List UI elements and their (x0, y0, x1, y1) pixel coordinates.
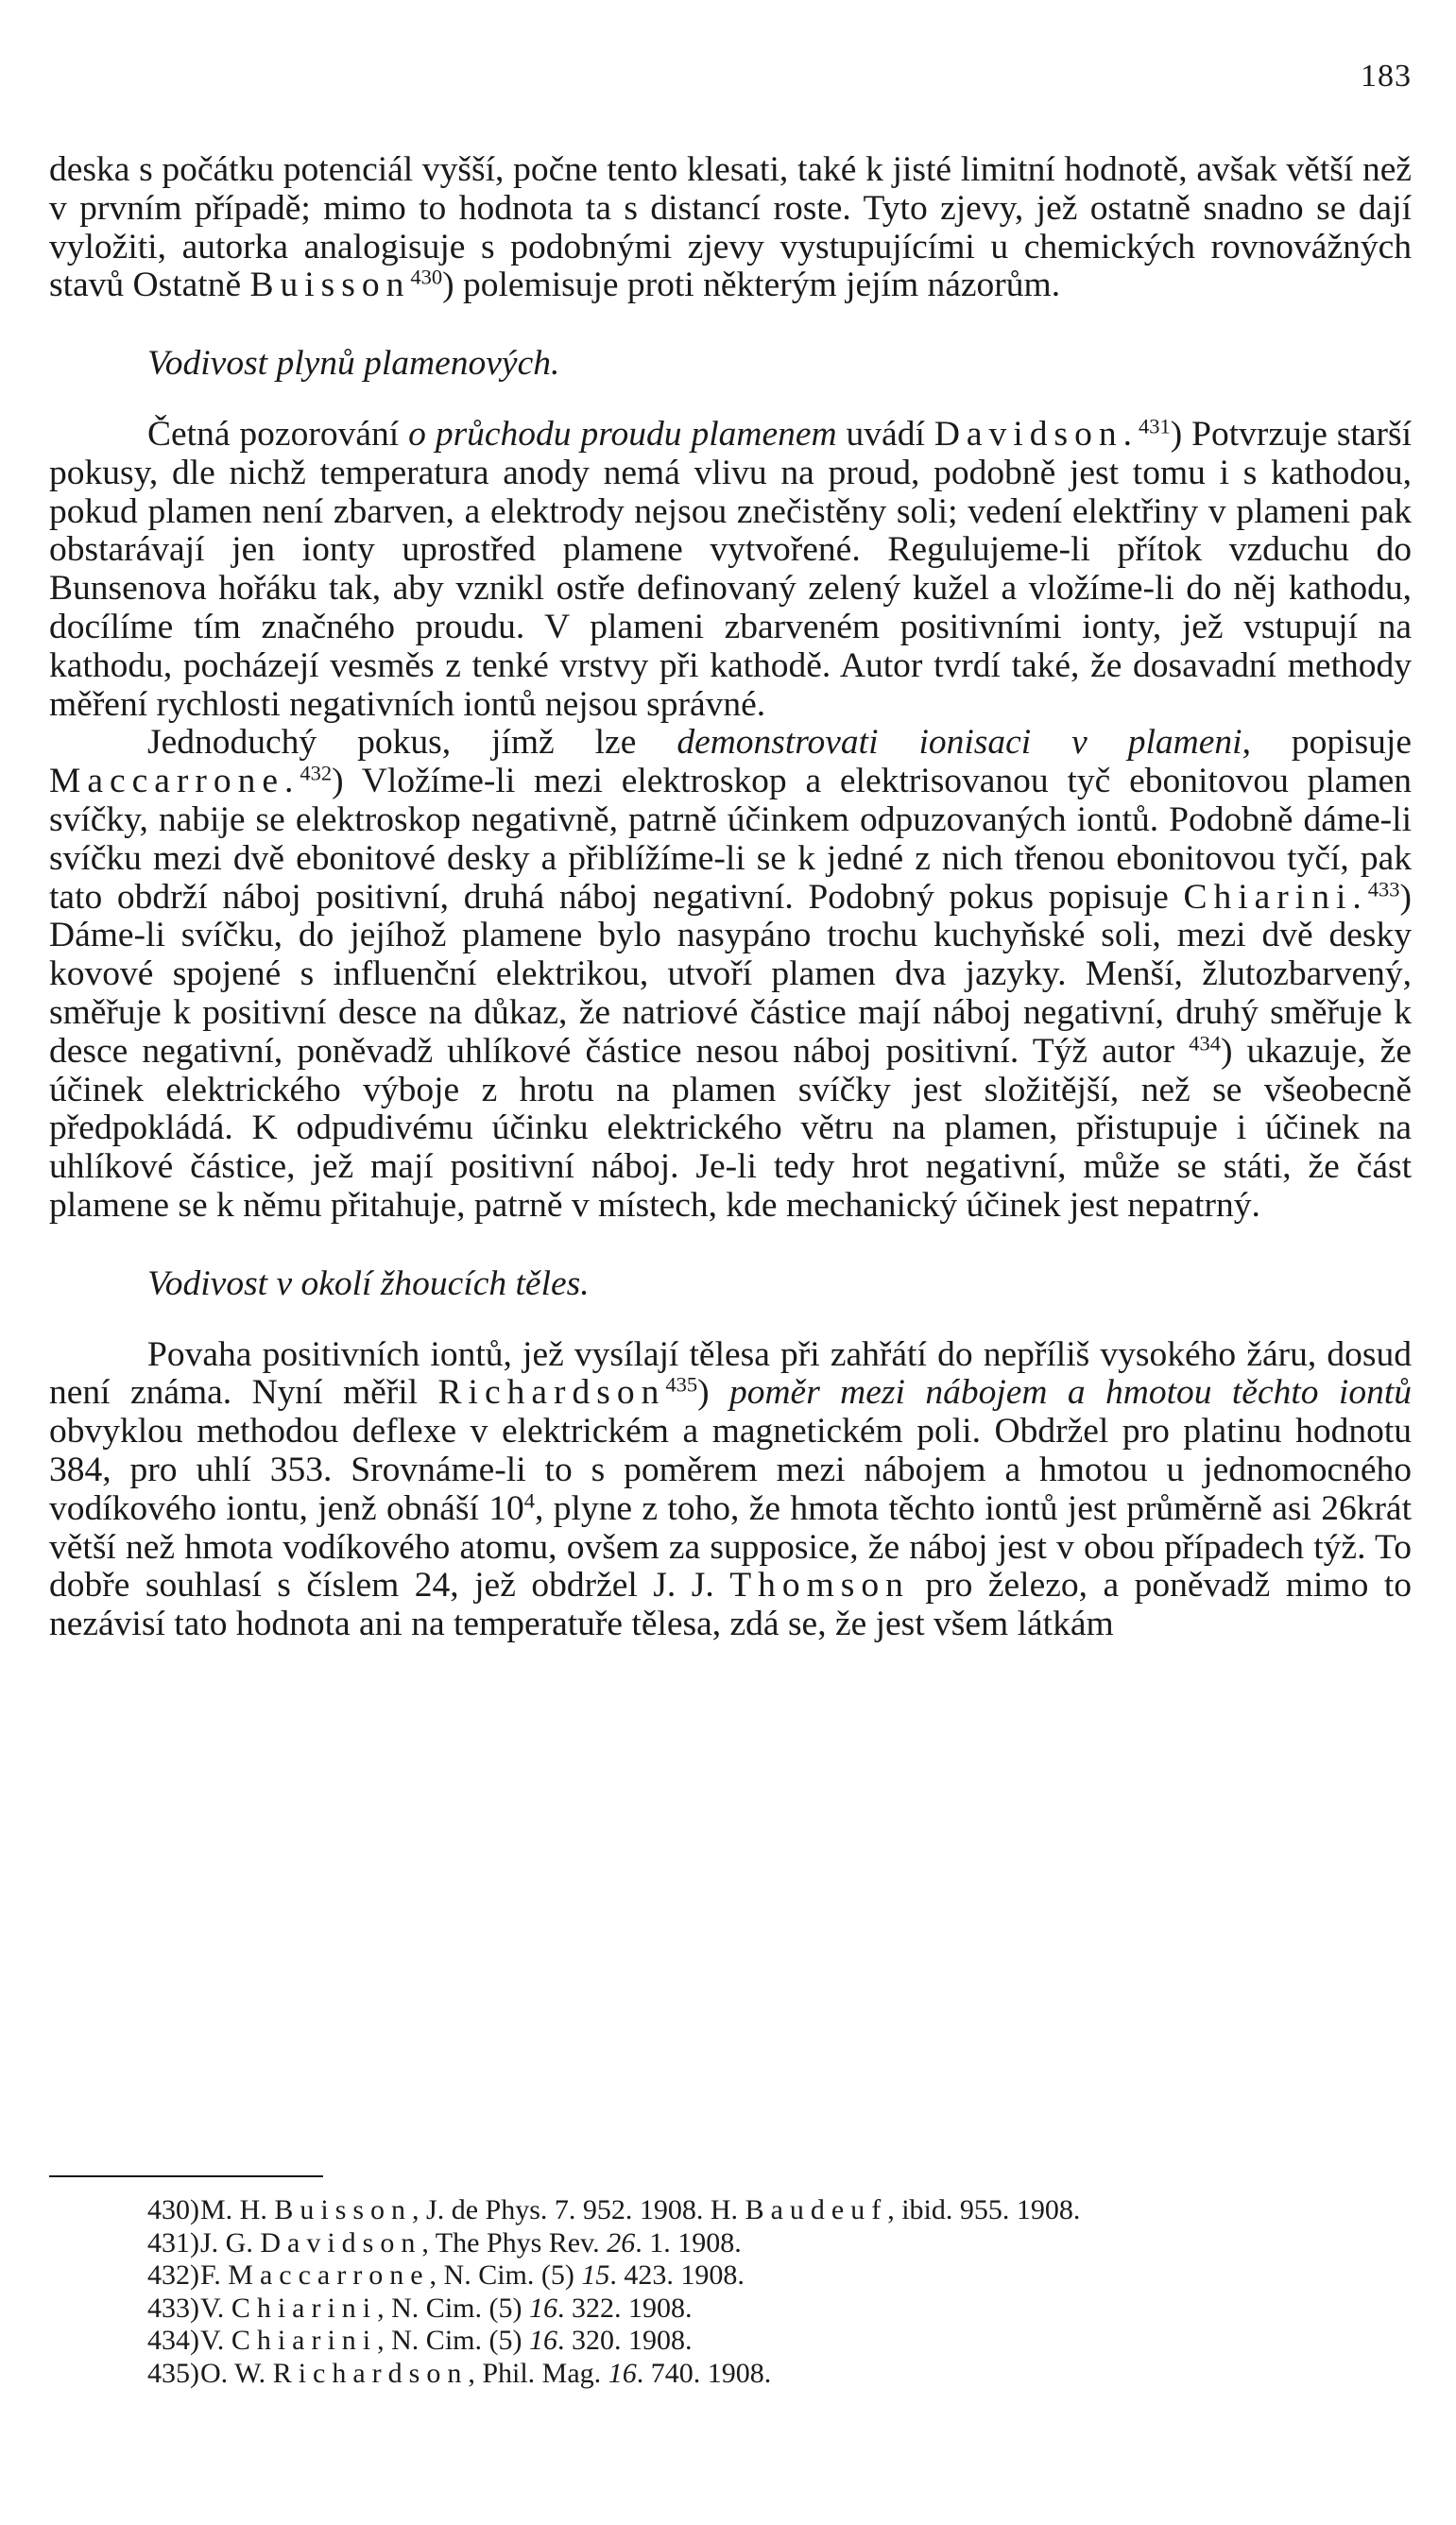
author-name: Maccarrone (228, 2259, 430, 2291)
footnote-number: 432) (147, 2259, 199, 2291)
text-run: pro železo, a poněvadž mimo to nezávisí tato hodnota ani na temperatuře tělesa, zdá se, že jest všem látkám (49, 1566, 1412, 1644)
text-run: Jednoduchý pokus, jímž lze (147, 723, 677, 763)
volume: 26 (607, 2226, 636, 2259)
footnote-ref: 434 (1189, 1031, 1222, 1056)
text-run: , J. de Phys. 7. 952. 1908. H. (412, 2194, 745, 2225)
text-run: ) Potvrzuje starší pokusy, dle nichž temperatura anody nemá vlivu na proud, podobně jest tomu i s kathodou, pokud plamen není zbarven, a elektrody nejsou znečistěny soli; vedení elektřiny v plameni pak obstarávají jen ionty uprostřed plamene vytvořené. Regulujeme-li přítok vzduchu do Bunsenova hořáku tak, aby vznikl ostře definovaný zelený kužel a vložíme-li do něj kathodu, docílíme tím značného proudu. V plameni zbarveném positivními ionty, jež vstupují na kathodu, pocházejí vesměs z tenké vrstvy při kathodě. Autor tvrdí také, že dosavadní methody měření rychlosti negativních iontů nejsou správné. (49, 414, 1412, 724)
volume: 16 (528, 2292, 557, 2324)
text-run: deska s počátku potenciál vyšší, počne tento klesati, také k jisté limitní hodnotě, avšak větší než v prvním případě; mimo to hodnota ta s distancí roste. Tyto zjevy, jež ostatně snadno se dají vyložiti, autorka analogisuje s podobnými zjevy vystupujícími u chemických rovnovážných stavů Ostatně (49, 150, 1412, 305)
footnotes (147, 2194, 1413, 2390)
text-run: V. (200, 2325, 231, 2356)
body-text (49, 151, 1412, 1644)
text-run: M. H. (200, 2194, 275, 2225)
author-name: Baudeuf (745, 2194, 888, 2225)
author-name: Richardson (437, 1373, 666, 1413)
paragraph-2 (49, 416, 1412, 724)
author-name: Chiarini (231, 2292, 378, 2324)
footnote-ref: 433 (1367, 877, 1400, 902)
text-run: . 423. 1908. (609, 2259, 745, 2291)
text-run: ) Dáme-li svíčku, do jejíhož plamene bylo nasypáno trochu kuchyňské soli, mezi dvě desky kovové spojené s influenční elektrikou, utvoří plamen dva jazyky. Menší, žlutozbarvený, směřuje k positivní desce na důkaz, že natriové částice mají náboj negativní, druhý směřuje k desce negativní, poněvadž uhlíkové částice nesou náboj positivní. Týž autor (49, 877, 1412, 1071)
section-heading: Vodivost plynů plamenových. (147, 344, 560, 384)
text-run: V. (200, 2292, 231, 2324)
volume: 15 (581, 2259, 610, 2291)
footnote-ref: 430 (410, 266, 443, 290)
text-run: . 320. 1908. (557, 2325, 693, 2356)
footnote-divider (49, 2175, 323, 2177)
volume: 16 (608, 2357, 637, 2389)
exponent: 4 (523, 1488, 535, 1513)
author-name: Davidson. (934, 414, 1139, 454)
footnote-number: 431) (147, 2226, 199, 2259)
footnote-number: 433) (147, 2292, 199, 2324)
text-run: , N. Cim. (5) (429, 2259, 582, 2291)
text-run: , Phil. Mag. (468, 2357, 608, 2389)
text-run: O. W. (200, 2357, 273, 2389)
text-run: Povaha positivních iontů, jež vysílají tělesa při zahřátí do nepříliš vysokého žáru, dosud není známa. Nyní měřil (49, 1334, 1412, 1413)
text-run: . 740. 1908. (636, 2357, 772, 2389)
footnote-number: 435) (147, 2357, 199, 2389)
author-name: Davidson (260, 2226, 422, 2259)
emphasis: poměr mezi nábojem a hmotou těchto iontů (728, 1373, 1412, 1413)
text-run: ) Vložíme-li mezi elektroskop a elektrisovanou tyč ebonitovou plamen svíčky, nabije se elektroskop negativně, patrně účinkem odpuzovaných iontů. Podobně dáme-li svíčku mezi dvě ebonitové desky a přiblížíme-li se k jedné z nich třenou ebonitovou tyčí, pak tato obdrží náboj positivní, druhá náboj negativní. Podobný pokus popisuje (49, 762, 1412, 917)
text-run: Četná pozorování (147, 414, 409, 454)
footnote-item (147, 2227, 1413, 2260)
footnote-number: 430) (147, 2194, 199, 2225)
footnote-item (147, 2194, 1413, 2227)
author-name: Thomson (729, 1566, 910, 1606)
emphasis: o průchodu proudu plamenem (408, 414, 837, 454)
text-run: , popisuje (1242, 723, 1412, 763)
volume: 16 (528, 2325, 557, 2356)
text-run: , The Phys Rev. (421, 2226, 608, 2259)
text-run: . 1. 1908. (635, 2226, 742, 2259)
text-run: uvádí (836, 414, 934, 454)
text-run: ) (697, 1373, 729, 1413)
footnote-item (147, 2293, 1413, 2326)
footnote-ref: 432 (300, 761, 333, 785)
section-heading: Vodivost v okolí žhoucích těles. (147, 1263, 590, 1303)
text-run: ) polemisuje proti některým jejím názorům. (442, 266, 1061, 305)
footnote-item (147, 2358, 1413, 2391)
text-run: . 322. 1908. (557, 2292, 693, 2324)
author-name: Richardson (272, 2357, 469, 2389)
footnote-ref: 431 (1138, 414, 1171, 438)
author-name: Maccarrone. (49, 762, 300, 801)
author-name: Buisson (274, 2194, 413, 2225)
author-name: Buisson (249, 266, 411, 305)
emphasis: demonstrovati ionisaci v plameni (677, 723, 1242, 763)
paragraph-4 (49, 1336, 1412, 1644)
text-run: , plyne z toho, že hmota těchto iontů jest průměrně asi 26krát větší než hmota vodíkového atomu, ovšem za supposice, že náboj jest v obou případech týž. To dobře souhlasí s číslem 24, jež obdržel J. J. (49, 1488, 1412, 1606)
paragraph-1 (49, 151, 1412, 305)
page-number: 183 (1361, 59, 1412, 94)
footnote-ref: 435 (665, 1372, 698, 1397)
author-name: Chiarini (231, 2325, 378, 2356)
text-run: ) ukazuje, že účinek elektrického výboje z hrotu na plamen svíčky jest složitější, než se všeobecně předpokládá. K odpudivému účinku elektrického větru na plamen, přistupuje i účinek na uhlíkové částice, jež mají positivní náboj. Je-li tedy hrot negativní, může se státi, že část plamene se k němu přitahuje, patrně v místech, kde mechanický účinek jest nepatrný. (49, 1031, 1412, 1225)
text-run: , ibid. 955. 1908. (887, 2194, 1081, 2225)
text-run: , N. Cim. (5) (377, 2325, 529, 2356)
footnote-item (147, 2259, 1413, 2293)
paragraph-3 (49, 724, 1412, 1225)
footnote-number: 434) (147, 2325, 199, 2356)
text-run: , N. Cim. (5) (377, 2292, 529, 2324)
text-run: J. G. (200, 2226, 261, 2259)
footnote-item (147, 2325, 1413, 2358)
text-run: F. (200, 2259, 229, 2291)
text-run: obvyklou methodou deflexe v elektrickém a magnetickém poli. Obdržel pro platinu hodnotu 384, pro uhlí 353. Srovnáme-li to s poměrem mezi nábojem a hmotou u jednomocného vodíkového iontu, jenž obnáší 10 (49, 1412, 1412, 1528)
author-name: Chiarini. (1183, 877, 1368, 917)
